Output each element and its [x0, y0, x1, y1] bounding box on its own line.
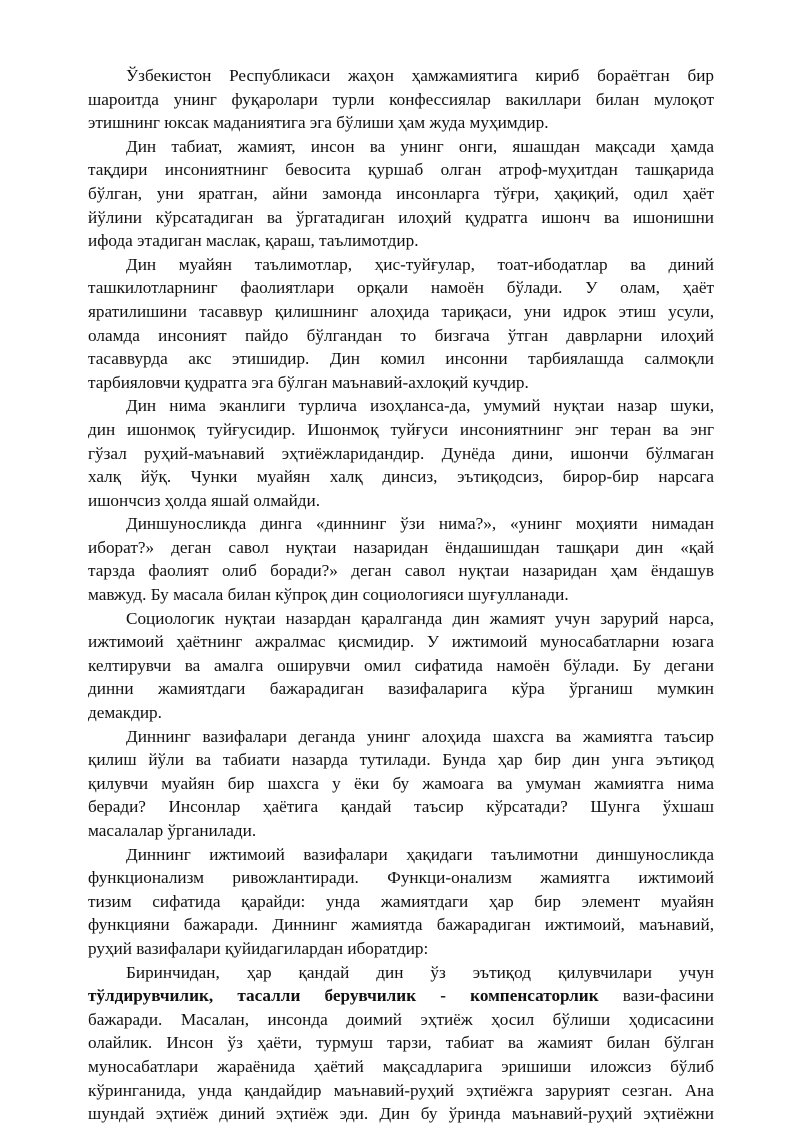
text-line: тасаввурда акс этишидир. Дин комил инсонни тарбиялашда салмоқли	[88, 349, 714, 369]
text-line: келтирувчи ва амалга оширувчи омил сифатида намоён бўлади. Бу дегани	[88, 655, 714, 675]
text-line: бўлган, уни яратган, айни замонда инсонларга тўғри, ҳақиқий, одил ҳаёт	[88, 183, 714, 203]
text-line: беради? Инсонлар ҳаётига қандай таъсир кўрсатади? Шунга ўхшаш	[88, 797, 714, 817]
text-line: динни жамиятдаги бажарадиган вазифаларига кўра ўрганиш мумкин	[88, 679, 714, 699]
text-line: олайлик. Инсон ўз ҳаёти, турмуш тарзи, табиат ва жамият билан бўлган	[88, 1033, 714, 1053]
text-line: оламда инсоният пайдо бўлгандан то бизгача ўтган даврларни илоҳий	[88, 325, 714, 345]
text-line: тарзда фаолият олиб боради?» деган савол нуқтаи назаридан ҳам ёндашув	[88, 561, 714, 581]
text-line: ташкилотларнинг фаолиятлари орқали намоён бўлади. У олам, ҳаёт	[88, 278, 714, 298]
paragraph-first-line: Дин нима эканлиги турлича изоҳланса-да, умумий нуқтаи назар шуки,	[126, 396, 714, 416]
text-line: яратилишини тасаввур қилишнинг алоҳида тариқаси, уни идрок этиш усули,	[88, 301, 714, 321]
text-line: йўлини кўрсатадиган ва ўргатадиган илоҳий қудратга ишонч ва ишонишни	[88, 207, 714, 227]
paragraph-first-line: Диншуносликда динга «диннинг ўзи нима?», «унинг моҳияти нимадан	[126, 514, 714, 534]
paragraph-first-line: Диннинг вазифалари деганда унинг алоҳида шахсга ва жамиятга таъсир	[126, 726, 714, 746]
paragraph-first-line: Диннинг ижтимоий вазифалари ҳақидаги таълимотни диншуносликда	[126, 844, 714, 864]
text-line: функционализм ривожлантиради. Функци-онализм жамиятга ижтимоий	[88, 868, 714, 888]
text-line: халқ йўқ. Чунки муайян халқ динсиз, эътиқодсиз, бирор-бир нарсага	[88, 467, 714, 487]
text-line: шароитда унинг фуқаролари турли конфессиялар вакиллари билан мулоқот	[88, 89, 714, 109]
text-line: кўринганида, унда қандайдир маънавий-руҳий эҳтиёжга зарурият сезган. Ана	[88, 1080, 714, 1100]
text-line: ифода этадиган маслак, қараш, таълимотдир.	[88, 231, 419, 251]
text-line	[88, 984, 714, 1008]
text-line: шундай эҳтиёж диний эҳтиёж эди. Дин бу ўринда маънавий-руҳий эҳтиёжни	[88, 1104, 714, 1124]
document-body	[88, 64, 714, 1126]
text-line: муносабатлари жараёнида ҳаётий мақсадларига эришиши иложсиз бўлиб	[88, 1056, 714, 1076]
text-line: функцияни бажаради. Диннинг жамиятда бажарадиган ижтимоий, маънавий,	[88, 915, 714, 935]
text-line: ижтимоий ҳаётнинг ажралмас қисмидир. У ижтимоий муносабатларни юзага	[88, 632, 714, 652]
text-line: тизим сифатида қарайди: унда жамиятдаги ҳар бир элемент муайян	[88, 891, 714, 911]
text-span: вази-фасини	[598, 986, 715, 1006]
paragraph-first-line: Дин муайян таълимотлар, ҳис-туйғулар, тоат-ибодатлар ва диний	[126, 254, 714, 274]
text-line: бажаради. Масалан, инсонда доимий эҳтиёж ҳосил бўлиши ҳодисасини	[88, 1009, 714, 1029]
text-line: тақдири инсониятнинг бевосита қуршаб олган атроф-муҳитдан ташқарида	[88, 160, 714, 180]
paragraph-first-line: Ўзбекистон Республикаси жаҳон ҳамжамиятига кириб бораётган бир	[126, 66, 714, 85]
text-line: тарбияловчи қудратга эга бўлган маънавий-ахлоқий кучдир.	[88, 372, 529, 392]
paragraph-first-line: Дин табиат, жамият, инсон ва унинг онги, яшашдан мақсади ҳамда	[126, 136, 714, 156]
text-line: ишончсиз ҳолда яшай олмайди.	[88, 490, 321, 510]
text-line: масалалар ўрганилади.	[88, 821, 257, 840]
bold-term: тўлдирувчилик, тасалли берувчилик - компенсаторлик	[88, 986, 599, 1006]
text-line: иборат?» деган савол нуқтаи назаридан ёндашишдан ташқари дин «қай	[88, 537, 714, 557]
text-line: дин ишонмоқ туйғусидир. Ишонмоқ туйғуси инсониятнинг энг теран ва энг	[88, 419, 714, 439]
text-line: гўзал руҳий-маънавий эҳтиёжларидандир. Дунёда дини, ишончи бўлмаган	[88, 443, 714, 463]
text-line: мавжуд. Бу масала билан кўпроқ дин социологияси шуғулланади.	[88, 585, 569, 605]
text-line: демакдир.	[88, 703, 162, 723]
text-line: этишнинг юксак маданиятига эга бўлиши ҳам жуда муҳимдир.	[88, 113, 549, 133]
text-line: қилиш йўли ва табиати назарда тутилади. Бунда ҳар бир дин унга эътиқод	[88, 750, 714, 770]
text-line: руҳий вазифалари қуйидагилардан иборатдир:	[88, 938, 429, 958]
paragraph-first-line: Социологик нуқтаи назардан қаралганда дин жамият учун зарурий нарса,	[126, 608, 714, 628]
text-line: қилувчи муайян бир шахсга у ёки бу жамоага ва умуман жамиятга нима	[88, 773, 714, 793]
paragraph-first-line: Биринчидан, ҳар қандай дин ўз эътиқод қилувчилари учун	[126, 962, 714, 982]
